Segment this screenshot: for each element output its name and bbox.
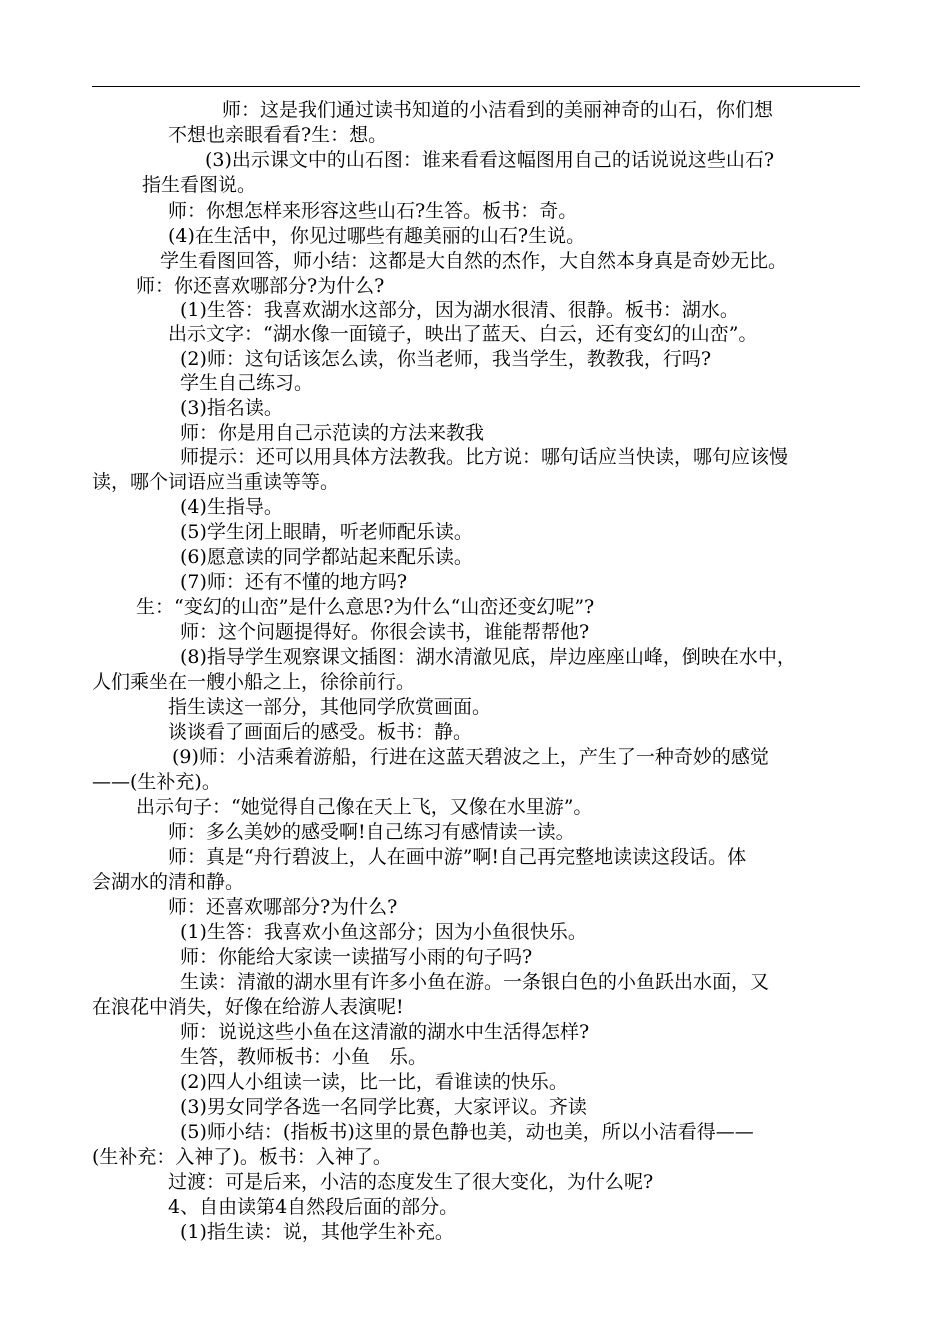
text-line: 出示文字：“湖水像一面镜子，映出了蓝天、白云，还有变幻的山峦”。 [168, 323, 758, 345]
text-line: 师：说说这些小鱼在这清澈的湖水中生活得怎样? [180, 1021, 590, 1043]
text-line: 生答，教师板书：小鱼 乐。 [180, 1046, 428, 1068]
text-line: (1)指生读：说，其他学生补充。 [180, 1221, 454, 1243]
text-line: 师：你是用自己示范读的方法来教我 [180, 422, 485, 444]
text-line: (4)生指导。 [180, 496, 283, 518]
text-line: 生读：清澈的湖水里有许多小鱼在游。一条银白色的小鱼跃出水面，又 [180, 971, 770, 993]
text-line: 过渡：可是后来，小洁的态度发生了很大变化，为什么呢? [168, 1171, 654, 1193]
text-line: ——(生补充)。 [92, 771, 221, 793]
text-line: 师：你还喜欢哪部分?为什么? [136, 275, 385, 297]
text-line: 师：还喜欢哪部分?为什么? [168, 896, 398, 918]
text-line: (9)师：小洁乘着游船，行进在这蓝天碧波之上，产生了一种奇妙的感觉 [172, 746, 769, 768]
text-line: (1)生答：我喜欢湖水这部分，因为湖水很清、很静。板书：湖水。 [180, 299, 739, 321]
text-line: 读，哪个词语应当重读等等。 [92, 471, 340, 493]
text-line: (7)师：还有不懂的地方吗? [180, 571, 408, 593]
text-line: 出示句子：“她觉得自己像在天上飞，又像在水里游”。 [136, 796, 593, 818]
text-line: (2)四人小组读一读，比一比，看谁读的快乐。 [180, 1071, 568, 1093]
text-line: 生：“变幻的山峦”是什么意思?为什么“山峦还变幻呢”? [136, 596, 595, 618]
text-line: (3)指名读。 [180, 397, 283, 419]
text-line: (8)指导学生观察课文插图：湖水清澈见底，岸边座座山峰，倒映在水中， [180, 646, 796, 668]
text-line: 师：多么美妙的感受啊!自己练习有感情读一读。 [168, 821, 575, 843]
text-line: 指生读这一部分，其他同学欣赏画面。 [168, 696, 492, 718]
text-line: (1)生答：我喜欢小鱼这部分；因为小鱼很快乐。 [180, 921, 587, 943]
text-line: 师提示：还可以用具体方法教我。比方说：哪句话应当快读，哪句应该慢 [180, 446, 789, 468]
text-line: 指生看图说。 [142, 174, 257, 196]
text-line: 4、自由读第4自然段后面的部分。 [168, 1196, 459, 1218]
text-line: (6)愿意读的同学都站起来配乐读。 [180, 546, 473, 568]
text-line: 会湖水的清和静。 [92, 871, 245, 893]
text-line: (4)在生活中，你见过哪些有趣美丽的山石?生说。 [168, 225, 586, 247]
text-line: 师：你能给大家读一读描写小雨的句子吗? [180, 946, 533, 968]
text-line: (2)师：这句话该怎么读，你当老师，我当学生，教教我，行吗? [180, 348, 712, 370]
text-line: (3)出示课文中的山石图：谁来看看这幅图用自己的话说说这些山石? [205, 149, 775, 171]
text-line: 师：这个问题提得好。你很会读书，谁能帮帮他? [180, 621, 590, 643]
text-line: 师：你想怎样来形容这些山石?生答。板书：奇。 [168, 200, 578, 222]
text-line: (生补充：入神了)。板书：入神了。 [92, 1146, 392, 1168]
text-line: 师：真是“舟行碧波上，人在画中游”啊!自己再完整地读读这段话。体 [168, 846, 747, 868]
text-line: (5)学生闭上眼睛，听老师配乐读。 [180, 521, 473, 543]
text-line: 学生看图回答，师小结：这都是大自然的杰作，大自然本身真是奇妙无比。 [160, 250, 788, 272]
text-line: (3)男女同学各选一名同学比赛，大家评议。齐读 [180, 1096, 587, 1118]
text-line: 在浪花中消失，好像在给游人表演呢! [92, 996, 404, 1018]
text-line: 人们乘坐在一艘小船之上，徐徐前行。 [92, 671, 416, 693]
text-line: 谈谈看了画面后的感受。板书：静。 [168, 721, 473, 743]
text-line: (5)师小结：(指板书)这里的景色静也美，动也美，所以小洁看得—— [180, 1121, 754, 1143]
text-line: 师：这是我们通过读书知道的小洁看到的美丽神奇的山石，你们想 [222, 99, 774, 121]
text-line: 不想也亲眼看看?生：想。 [168, 124, 388, 146]
text-line: 学生自己练习。 [180, 372, 314, 394]
header-rule [92, 86, 860, 87]
